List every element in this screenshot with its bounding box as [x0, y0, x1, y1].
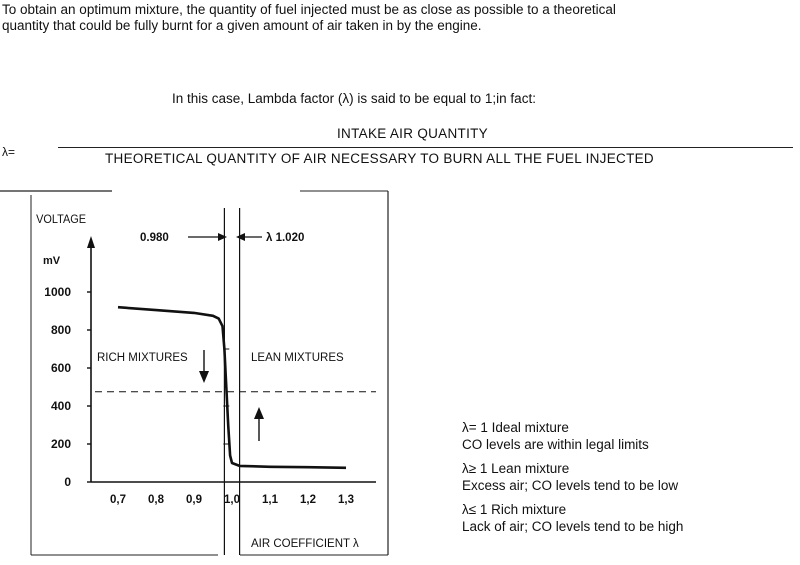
- window-label-low: 0.980: [140, 232, 169, 244]
- y-tick-label: 0: [64, 475, 71, 489]
- lambda-voltage-chart: [0, 190, 440, 565]
- explanation-ideal-desc: CO levels are within legal limits: [462, 436, 649, 452]
- x-tick-label: 1,0: [224, 494, 240, 506]
- rich-mixtures-label: RICH MIXTURES: [97, 352, 188, 364]
- formula-numerator: INTAKE AIR QUANTITY: [337, 126, 488, 141]
- window-arrow-high-head-icon: [236, 233, 245, 241]
- lambda-definition-text: In this case, Lambda factor (λ) is said to be equal to 1;in fact:: [172, 91, 536, 106]
- x-tick-label: 1,2: [300, 494, 316, 506]
- x-tick-label: 0,8: [148, 494, 164, 506]
- intro-line-1: To obtain an optimum mixture, the quantity of fuel injected must be as close as possible to a theoretical: [2, 2, 616, 17]
- intro-line-2: quantity that could be fully burnt for a given amount of air taken in by the engine.: [2, 18, 482, 33]
- x-tick-label: 1,1: [262, 494, 278, 506]
- explanation-lean: [462, 461, 683, 494]
- mixture-explanations: [462, 420, 683, 543]
- sensor-voltage-curve: [118, 307, 346, 468]
- explanation-ideal-title: λ= 1 Ideal mixture: [462, 420, 569, 435]
- y-tick-label: 1000: [44, 285, 71, 299]
- y-tick-label: 200: [50, 437, 71, 451]
- lean-arrow-up-icon: [254, 407, 264, 419]
- y-axis-unit: mV: [43, 255, 61, 267]
- explanation-lean-desc: Excess air; CO levels tend to be low: [462, 477, 679, 493]
- window-label-high: λ 1.020: [266, 232, 305, 244]
- y-tick-label: 600: [50, 361, 71, 375]
- explanation-rich-desc: Lack of air; CO levels tend to be high: [462, 518, 684, 534]
- x-tick-label: 0,9: [186, 494, 202, 506]
- x-tick-label: 0,7: [110, 494, 126, 506]
- formula-fraction-line: [58, 147, 793, 148]
- y-axis-label: VOLTAGE: [36, 213, 87, 227]
- explanation-lean-title: λ≥ 1 Lean mixture: [462, 461, 570, 476]
- y-tick-label: 800: [50, 323, 71, 337]
- explanation-rich-title: λ≤ 1 Rich mixture: [462, 502, 567, 517]
- lean-mixtures-label: LEAN MIXTURES: [251, 352, 344, 364]
- y-tick-label: 400: [50, 399, 71, 413]
- formula-denominator: THEORETICAL QUANTITY OF AIR NECESSARY TO BURN ALL THE FUEL INJECTED: [105, 151, 654, 166]
- rich-arrow-down-icon: [199, 371, 209, 383]
- y-axis-arrow-icon: [87, 236, 95, 248]
- window-arrow-low-head-icon: [218, 233, 227, 241]
- explanation-rich: [462, 502, 683, 535]
- intro-paragraph: [2, 2, 798, 34]
- x-tick-label: 1,3: [338, 494, 354, 506]
- formula-lambda: λ=: [2, 145, 16, 159]
- x-axis-label: AIR COEFFICIENT λ: [251, 538, 359, 550]
- explanation-ideal: [462, 420, 683, 453]
